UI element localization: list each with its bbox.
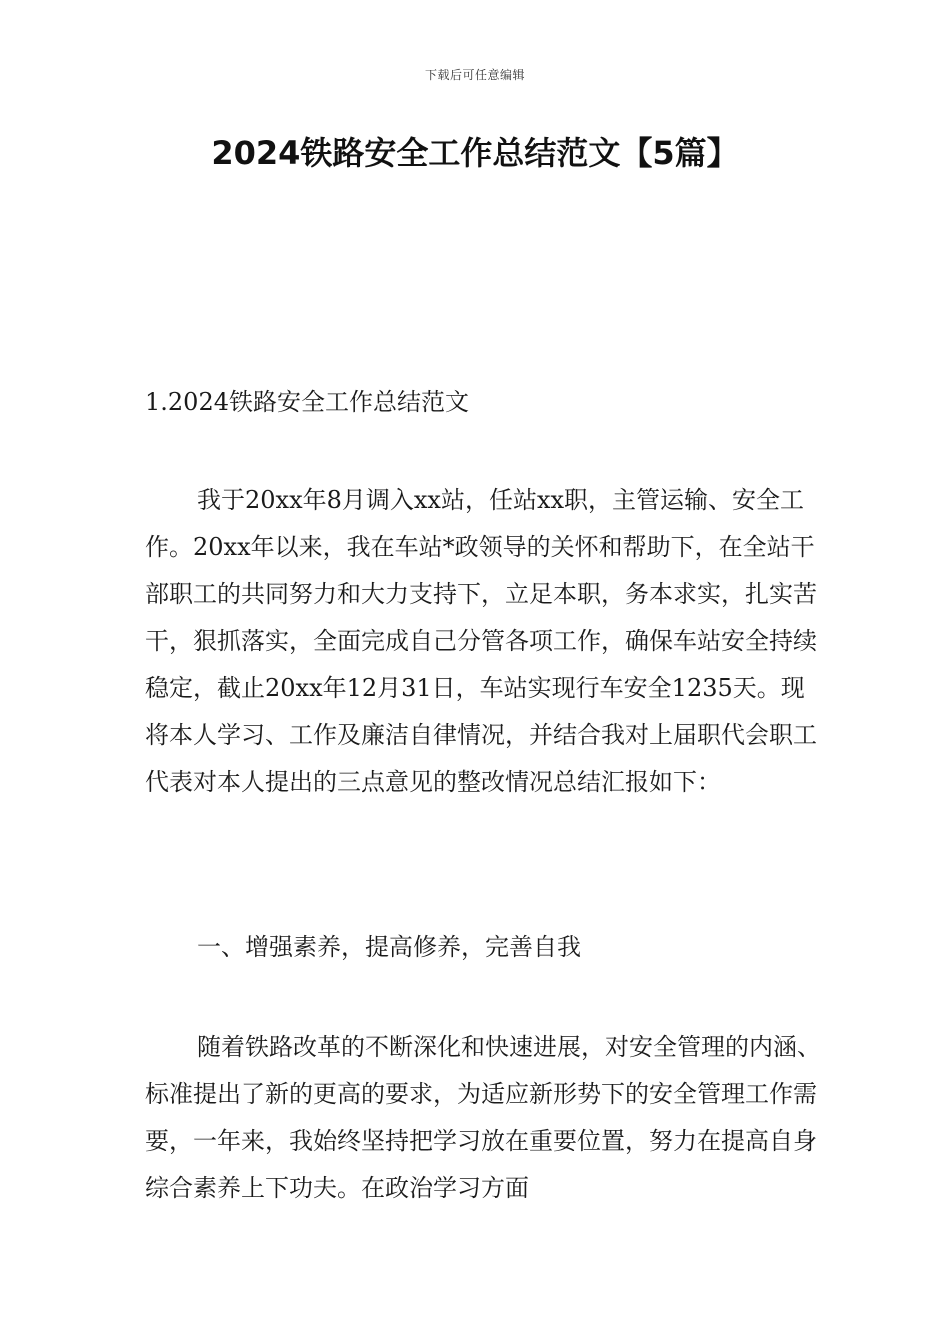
document-title: 2024铁路安全工作总结范文【5篇】 [211, 134, 739, 172]
sub-heading: 一、增强素养，提高修养，完善自我 [197, 933, 581, 961]
header-note: 下载后可任意编辑 [424, 68, 525, 82]
body-paragraph-2: 随着铁路改革的不断深化和快速进展，对安全管理的内涵、标准提出了新的更高的要求，为适应新形势下的安全管理工作需要，一年来，我始终坚持把学习放在重要位置，努力在提高自身综合素养上下功夫。在政治学习方面 [145, 1033, 821, 1202]
section-heading: 1.2024铁路安全工作总结范文 [145, 388, 469, 416]
body-paragraph-1: 我于20xx年8月调入xx站，任站xx职，主管运输、安全工作。20xx年以来，我在车站*政领导的关怀和帮助下，在全站干部职工的共同努力和大力支持下，立足本职，务本求实，扎实苦干，狠抓落实，全面完成自己分管各项工作，确保车站安全持续稳定，截止20xx年12月31日，车站实现行车安全1235天。现将本人学习、工作及廉洁自律情况，并结合我对上届职代会职工代表对本人提出的三点意见的整改情况总结汇报如下： [145, 486, 817, 796]
